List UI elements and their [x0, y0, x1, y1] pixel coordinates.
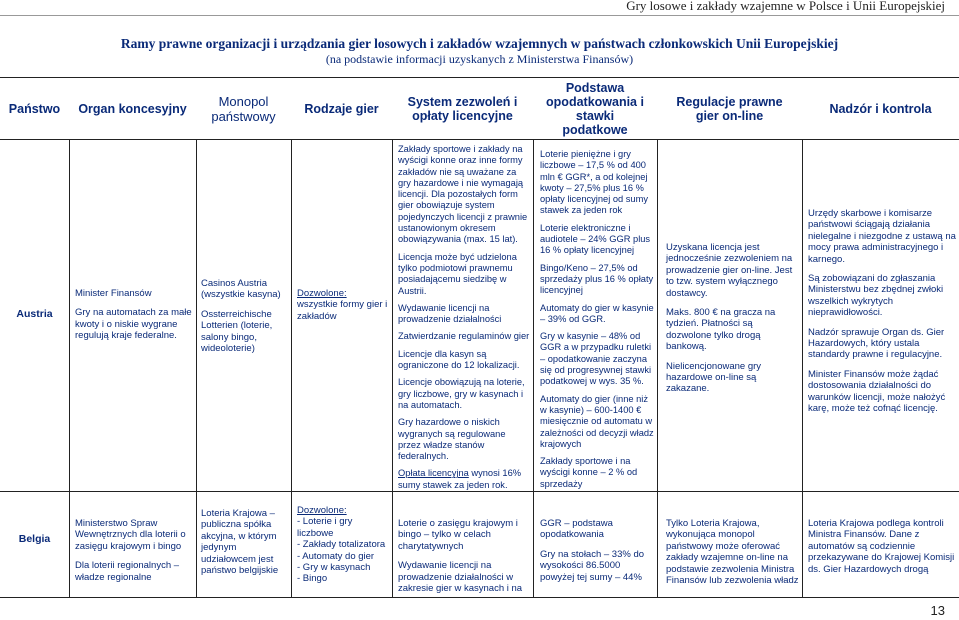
cell-paragraph: Ossterreichische Lotterien (loterie, salony bingo, wideoloterie)	[201, 308, 273, 355]
table-border-bottom	[0, 597, 959, 598]
column-header-game-types: Rodzaje gier	[304, 102, 379, 116]
page-number: 13	[930, 603, 945, 618]
document-subtitle: (na podstawie informacji uzyskanych z Ministerstwa Finansów)	[325, 52, 634, 66]
allowed-label: Dozwolone:	[297, 288, 347, 299]
table-col-divider	[657, 139, 658, 597]
game-list-item: - Zakłady totalizatora	[297, 539, 386, 551]
game-list-item: - Automaty do gier	[297, 550, 375, 562]
column-header-state-monopoly	[196, 80, 291, 138]
cell-paragraph: Tylko Loteria Krajowa, wykonująca monopol państwowy może oferować zakłady wzajemne on-line na podstawie zezwolenia Ministra Finansów lub zezwolenia władz	[666, 518, 799, 587]
cell-paragraph: Minister Finansów może żądać dostosowania działalności do warunków licencji, może nałożyć karę, może też cofnąć licencję.	[808, 368, 946, 415]
cell-paragraph: Zakłady sportowe i na wyścigi konne – 2 % od sprzedaży	[540, 456, 638, 489]
supervision-cell	[808, 208, 958, 421]
game-list-item: - Loterie i gry liczbowe	[297, 516, 353, 539]
document-title: Ramy prawne organizacji i urządzania gier losowych i zakładów wzajemnych w państwach członkowskich Unii Europejskiej	[120, 36, 839, 51]
cell-paragraph: Wydawanie licencji na prowadzenie działalności w zakresie gier w kasynach i na	[398, 560, 523, 595]
taxation-cell	[540, 518, 654, 589]
allowed-label: Dozwolone:	[297, 505, 347, 516]
cell-paragraph: Bingo/Keno – 27,5% od sprzedaży plus 16 % opłaty licencyjnej	[540, 262, 654, 296]
cell-paragraph: Loterie elektroniczne i audiotele – 24% GGR plus 16 % opłaty licencyjnej	[540, 222, 651, 256]
cell-paragraph: Nadzór sprawuje Organ ds. Gier Hazardowych, który ustala standardy prawne i regulacyjne.	[808, 326, 945, 361]
cell-paragraph: Gry w kasynie – 48% od GGR a w przypadku ruletki – opodatkowanie zaczyna się od progresywnej stawki podatkowej w wys. 35 %.	[540, 331, 652, 387]
cell-paragraph: Automaty do gier w kasynie – 39% od GGR.	[540, 302, 654, 324]
license-fee-text: wynosi 16% sumy stawek za jeden rok.	[398, 468, 522, 490]
cell-paragraph: Loterie o zasięgu krajowym i bingo – tylko w celach charytatywnych	[398, 518, 518, 552]
licensing-authority-cell	[75, 518, 193, 589]
column-header-licensing-authority: Organ koncesyjny	[78, 102, 187, 116]
game-list-item: - Bingo	[297, 573, 328, 585]
cell-paragraph: Urzędy skarbowe i komisarze państwowi ściągają działania nielegalne i niezgodne z ustawą na mocy prawa administracyjnego i karnego.	[808, 208, 956, 265]
table-col-divider	[802, 139, 803, 597]
cell-paragraph: Loteria Krajowa – publiczna spółka akcyjna, w którym jedynym udziałowcem jest państwo belgijskie	[201, 508, 279, 577]
column-header-supervision: Nadzór i kontrola	[829, 102, 932, 116]
column-header-permits: System zezwoleń i opłaty licencyjne	[407, 95, 518, 123]
state-monopoly-cell	[201, 278, 289, 360]
table-col-divider	[196, 139, 197, 597]
licensing-authority-cell	[75, 288, 193, 348]
game-types-cell	[297, 288, 390, 322]
table-col-divider	[392, 139, 393, 597]
table-col-divider	[69, 139, 70, 597]
table-border-top	[0, 77, 959, 78]
column-header-country: Państwo	[8, 102, 61, 116]
cell-paragraph: Automaty do gier (inne niż w kasynie) – 600-1400 € miesięcznie od automatu w zależności od decyzji władz krajowych	[540, 393, 654, 449]
cell-paragraph: Zakłady sportowe i zakłady na wyścigi konne oraz inne formy zakładów nie są uważane za gry hazardowe i nie wymagają licencji. Dla pozostałych form gier obowiązuje system pojedynczych licencji z prawnie ustanowionym okresem obowiązywania (max. 15 lat).	[398, 144, 528, 245]
table-col-divider	[291, 139, 292, 597]
cell-paragraph: Licencja może być udzielona tylko podmiotowi prawnemu posiadającemu siedzibę w Austrii.	[398, 251, 517, 296]
cell-paragraph: Ministerstwo Spraw Wewnętrznych dla loterii o zasięgu krajowym i bingo	[75, 518, 186, 552]
online-regulation-cell	[666, 242, 798, 401]
cell-paragraph: Wydawanie licencji na prowadzenie działalności	[398, 302, 502, 325]
online-regulation-cell	[666, 518, 801, 596]
column-header-online-regulation: Regulacje prawne gier on-line	[676, 95, 783, 123]
cell-paragraph: Casinos Austria (wszystkie kasyna)	[201, 278, 281, 301]
cell-paragraph: Nielicencjonowane gry hazardowe on-line są zakazane.	[666, 360, 762, 395]
cell-paragraph: Gry na stołach – 33% do wysokości 86.5000 powyżej tej sumy – 44%	[540, 548, 645, 583]
cell-paragraph: Loteria Krajowa podlega kontroli Ministra Finansów. Dane z automatów są codziennie przekazywane do Krajowej Komisji ds. Gier Hazardowych drogą	[808, 518, 955, 575]
cell-paragraph: Uzyskana licencja jest jednocześnie zezwoleniem na prowadzenie gier on-line. Jest to tzw. system wyłącznego dostawcy.	[666, 242, 793, 299]
cell-paragraph: Minister Finansów	[75, 288, 152, 299]
cell-paragraph: Maks. 800 € na gracza na tydzień. Płatności są dozwolone tylko drogą bankową.	[666, 307, 776, 353]
license-fee-label: Opłata licencyjna	[398, 468, 469, 479]
table-header-divider	[0, 139, 959, 140]
cell-paragraph: GGR – podstawa opodatkowania	[540, 518, 613, 541]
taxation-cell	[540, 149, 654, 496]
game-types-cell	[297, 505, 390, 585]
table-col-divider	[533, 139, 534, 597]
cell-paragraph: Gry hazardowe o niskich wygranych są regulowane przez władze stanów federalnych.	[398, 417, 506, 462]
cell-paragraph	[398, 468, 530, 491]
country-cell: Belgia	[18, 533, 51, 545]
cell-paragraph: Loterie pieniężne i gry liczbowe – 17,5 % od 400 mln € GGR*, a od kolejnej kwoty – 27,5% plus 16 % opłaty licencyjnej od sumy stawek za jeden rok	[540, 149, 648, 216]
supervision-cell	[808, 518, 956, 596]
running-header: Gry losowe i zakłady wzajemne w Polsce i Unii Europejskiej	[626, 0, 945, 13]
cell-paragraph: Licencje obowiązują na loterie, gry liczbowe, gry w kasynach i na automatach.	[398, 377, 525, 410]
cell-paragraph: Są zobowiązani do zgłaszania Ministerstwu bez zbędnej zwłoki wszelkich wykrytych nieprawidłowości.	[808, 273, 944, 319]
cell-paragraph: Zatwierdzanie regulaminów gier	[398, 331, 530, 342]
column-header-taxation: Podstawa opodatkowania i stawki podatkowe	[546, 81, 644, 137]
cell-paragraph: Gry na automatach za małe kwoty i o niskie wygrane regulują kraje federalne.	[75, 307, 192, 342]
state-monopoly-header-text: Monopol państwowy	[211, 94, 276, 124]
allowed-games-text: wszystkie formy gier i zakładów	[297, 299, 388, 322]
cell-paragraph: Licencje dla kasyn są ograniczone do 12 lokalizacji.	[398, 348, 520, 371]
game-list-item: - Gry w kasynach	[297, 562, 371, 574]
country-cell: Austria	[16, 308, 53, 320]
header-rule	[0, 15, 959, 16]
state-monopoly-cell	[201, 508, 289, 582]
cell-paragraph: Dla loterii regionalnych – władze regionalne	[75, 560, 180, 583]
permits-cell	[398, 144, 530, 497]
permits-cell	[398, 518, 530, 596]
